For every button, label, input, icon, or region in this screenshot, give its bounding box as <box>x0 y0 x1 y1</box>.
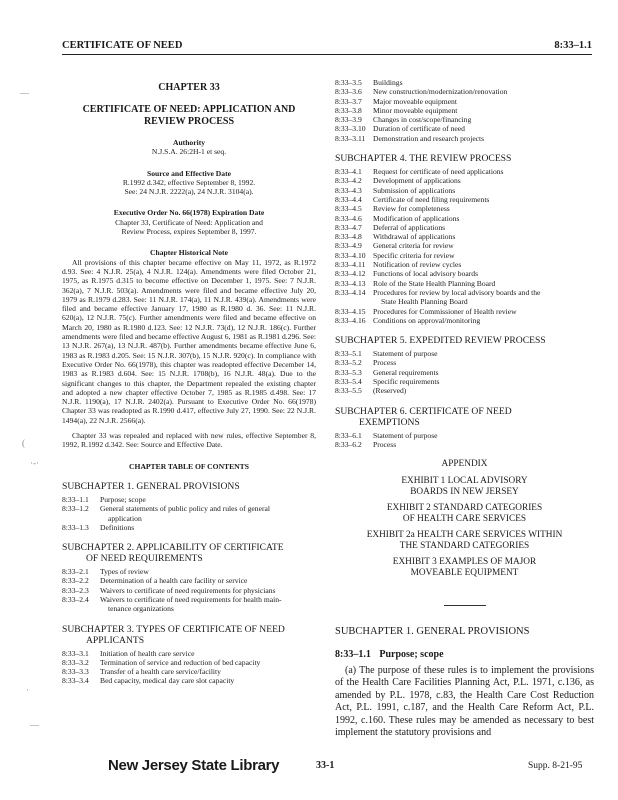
toc-entry-title <box>373 124 594 133</box>
toc-entry-number: 8:33–1.2 <box>62 504 89 514</box>
toc-entry-title-text: Development of applications <box>373 176 461 186</box>
toc-entry-number: 8:33–3.7 <box>335 96 362 106</box>
section-heading <box>335 650 594 659</box>
toc-entry-title <box>100 649 316 658</box>
toc-entry-title <box>373 106 594 115</box>
toc-entry-number: 8:33–5.2 <box>335 358 362 368</box>
toc-list <box>62 567 316 613</box>
toc-entry-number: 8:33–2.4 <box>62 594 89 604</box>
margin-mark: — <box>20 88 29 98</box>
header-section-number: 8:33–1.1 <box>554 40 592 51</box>
toc-entry <box>335 214 594 223</box>
toc-entry-title <box>373 269 594 278</box>
toc-entry-number: 8:33–4.4 <box>335 194 362 204</box>
toc-entry <box>335 251 594 260</box>
page-number: 33-1 <box>316 760 335 771</box>
toc-entry <box>335 386 594 395</box>
toc-entry-number: 8:33–4.3 <box>335 185 362 195</box>
toc-list <box>62 495 316 532</box>
toc-entry-title-text: Bed capacity, medical day care slot capacity <box>100 676 235 686</box>
toc-entry-number: 8:33–4.5 <box>335 204 362 214</box>
toc-entry-number: 8:33–4.2 <box>335 176 362 186</box>
toc-entry-number: 8:33–3.9 <box>335 115 362 125</box>
toc-entry-title <box>100 504 316 523</box>
toc-entry-title-text: Determination of a health care facility or service <box>100 576 248 586</box>
toc-entry-number: 8:33–4.16 <box>335 315 366 325</box>
toc-entry-title-text: Waivers to certificate of need requirements for physicians <box>100 585 276 595</box>
toc-subchapter-3: SUBCHAPTER 3. TYPES OF CERTIFICATE OF NEED APPLICANTS <box>62 623 285 646</box>
toc-entry <box>335 176 594 185</box>
toc-entry-number: 8:33–3.6 <box>335 87 362 97</box>
toc-entry <box>335 223 594 232</box>
history-note-repeal: Chapter 33 was repealed and replaced with new rules, effective September 8, 1992, R.1992 d.342. See: Source and Effective Date. <box>62 431 316 450</box>
toc-entry-number: 8:33–6.1 <box>335 430 362 440</box>
toc-entry-title <box>373 279 594 288</box>
toc-entry-number: 8:33–3.3 <box>62 667 89 677</box>
exec-order-heading: Executive Order No. 66(1978) Expiration Date <box>113 208 265 218</box>
toc-entry <box>335 279 594 288</box>
toc-entry-title <box>373 358 594 367</box>
exec-order-line: Review Process, expires September 8, 1997. <box>121 227 257 237</box>
toc-entry-number: 8:33–2.3 <box>62 585 89 595</box>
toc-entry-number: 8:33–3.11 <box>335 133 366 143</box>
toc-list <box>335 167 594 325</box>
toc-entry <box>335 288 594 307</box>
toc-entry-number: 8:33–4.14 <box>335 287 366 297</box>
toc-entry-title <box>100 595 316 614</box>
toc-entry-title <box>373 241 594 250</box>
toc-entry-number: 8:33–4.8 <box>335 232 362 242</box>
toc-entry-title-text: Statement of purpose <box>373 430 438 440</box>
toc-heading: CHAPTER TABLE OF CONTENTS <box>129 461 249 471</box>
toc-list <box>335 78 594 143</box>
toc-entry-title-text: Duration of certificate of need <box>373 124 465 134</box>
toc-entry-number: 8:33–3.5 <box>335 78 362 87</box>
toc-entry-title <box>100 567 316 576</box>
toc-entry-title <box>373 349 594 358</box>
toc-entry <box>62 576 316 585</box>
toc-entry-number: 8:33–4.10 <box>335 250 366 260</box>
exec-order-line: Chapter 33, Certificate of Need: Application and <box>115 217 263 227</box>
page-footer <box>0 757 618 781</box>
toc-entry-number: 8:33–6.2 <box>335 439 362 449</box>
toc-entry <box>335 106 594 115</box>
toc-entry-title-text: Termination of service and reduction of bed capacity <box>100 657 261 667</box>
toc-entry-title <box>100 586 316 595</box>
toc-subchapter-4: SUBCHAPTER 4. THE REVIEW PROCESS <box>335 153 512 165</box>
toc-subchapter-6: SUBCHAPTER 6. CERTIFICATE OF NEED EXEMPTIONS <box>335 405 512 428</box>
toc-list <box>335 349 594 395</box>
toc-entry-title-text: Buildings <box>373 78 403 87</box>
toc-entry-title-text: Functions of local advisory boards <box>373 269 479 279</box>
margin-mark: ·-· <box>30 458 39 468</box>
toc-entry-title <box>373 440 594 449</box>
toc-entry-title <box>373 386 594 395</box>
toc-entry-title-text: Transfer of a health care service/facility <box>100 667 221 677</box>
toc-entry-number: 8:33–2.2 <box>62 576 89 586</box>
source-line: See: 24 N.J.R. 2222(a), 24 N.J.R. 3104(a). <box>124 187 254 197</box>
toc-entry-title-text: Definitions <box>100 522 135 532</box>
toc-entry <box>62 676 316 685</box>
toc-entry <box>335 115 594 124</box>
chapter-title: CERTIFICATE OF NEED: APPLICATION AND REVIEW PROCESS <box>82 104 296 127</box>
toc-entry-number: 8:33–5.3 <box>335 367 362 377</box>
toc-subchapter-5: SUBCHAPTER 5. EXPEDITED REVIEW PROCESS <box>335 335 546 347</box>
toc-entry-number: 8:33–4.6 <box>335 213 362 223</box>
toc-entry-title <box>100 523 316 532</box>
toc-entry <box>335 316 594 325</box>
toc-entry-title-text: Demonstration and research projects <box>373 133 485 143</box>
toc-entry-title-text: Process <box>373 358 397 368</box>
toc-entry-title-text: Initiation of health care service <box>100 648 195 658</box>
library-stamp: New Jersey State Library <box>108 757 280 774</box>
toc-entry-number: 8:33–4.12 <box>335 269 366 279</box>
margin-mark: — <box>30 720 39 730</box>
toc-entry-title <box>100 658 316 667</box>
toc-entry-title <box>100 667 316 676</box>
toc-entry-number: 8:33–4.11 <box>335 260 366 270</box>
toc-entry <box>62 567 316 576</box>
toc-entry-title <box>373 195 594 204</box>
toc-entry-number: 8:33–4.13 <box>335 278 366 288</box>
toc-entry <box>62 658 316 667</box>
header-title: CERTIFICATE OF NEED <box>62 40 183 51</box>
toc-entry-number: 8:33–3.4 <box>62 676 89 686</box>
toc-entry-title <box>373 214 594 223</box>
toc-entry-title <box>373 251 594 260</box>
toc-entry <box>335 431 594 440</box>
right-column <box>335 78 594 740</box>
toc-entry-title <box>373 87 594 96</box>
toc-entry <box>335 358 594 367</box>
toc-entry <box>335 78 594 87</box>
toc-entry <box>335 195 594 204</box>
toc-entry-number: 8:33–4.9 <box>335 241 362 251</box>
toc-entry-title <box>373 288 594 307</box>
toc-entry-title-text: General statements of public policy and rules of general <box>100 504 270 514</box>
toc-entry <box>62 649 316 658</box>
toc-entry-title-text: Procedures for Commissioner of Health review <box>373 306 517 316</box>
toc-entry-title <box>100 495 316 504</box>
toc-entry <box>335 167 594 176</box>
toc-entry-title-text: Waivers to certificate of need requirements for health main- <box>100 594 282 604</box>
toc-entry-number: 8:33–1.1 <box>62 494 89 504</box>
toc-subchapter-2: SUBCHAPTER 2. APPLICABILITY OF CERTIFICATE OF NEED REQUIREMENTS <box>62 542 284 565</box>
toc-entry-title-text: Role of the State Health Planning Board <box>373 278 496 288</box>
running-header <box>62 40 592 55</box>
toc-entry-number: 8:33–4.1 <box>335 167 362 177</box>
toc-entry-title <box>373 134 594 143</box>
toc-entry-number: 8:33–3.1 <box>62 648 89 658</box>
exhibit-1: EXHIBIT 1 LOCAL ADVISORY BOARDS IN NEW JERSEY <box>401 476 528 498</box>
appendix-heading: APPENDIX <box>441 459 488 470</box>
exhibit-2: EXHIBIT 2 STANDARD CATEGORIES OF HEALTH CARE SERVICES <box>386 503 543 525</box>
toc-entry-number: 8:33–3.8 <box>335 105 362 115</box>
toc-entry-title-text: Specific criteria for review <box>373 250 455 260</box>
margin-mark: ( <box>22 438 25 448</box>
toc-entry-title <box>373 97 594 106</box>
toc-entry-title <box>373 377 594 386</box>
toc-entry-number: 8:33–4.7 <box>335 222 362 232</box>
toc-entry-number: 8:33–4.15 <box>335 306 366 316</box>
toc-entry-number: 8:33–2.1 <box>62 567 89 577</box>
section-paragraph: (a) The purpose of these rules is to implement the provisions of the Health Care Facilities Planning Act, P.L. 1971, c.136, as amended by P.L. 1978, c.83, the Health Care Cost Reduction Act, P.L. 1991, c.187, and the Health Care Reform Act, P.L. 1992, c.160. These rules may be amended as necessary to best implement the statutory provisions and <box>335 664 594 739</box>
toc-entry <box>335 269 594 278</box>
toc-entry-title <box>100 576 316 585</box>
toc-entry-title <box>373 368 594 377</box>
toc-entry-title-text: Changes in cost/scope/financing <box>373 115 472 125</box>
toc-entry-title-text: Procedures for review by local advisory boards and the <box>373 287 541 297</box>
toc-entry <box>335 124 594 133</box>
toc-entry-title-continued: State Health Planning Board <box>381 297 468 307</box>
source-heading: Source and Effective Date <box>146 168 231 178</box>
toc-entry <box>335 97 594 106</box>
authority-heading: Authority <box>172 138 206 147</box>
toc-entry-title <box>373 115 594 124</box>
toc-entry-title <box>373 316 594 325</box>
toc-entry-number: 8:33–1.3 <box>62 522 89 532</box>
toc-entry-title-text: Specific requirements <box>373 377 440 387</box>
toc-entry <box>335 349 594 358</box>
toc-entry-title <box>373 186 594 195</box>
history-note: All provisions of this chapter became effective on May 11, 1972, as R.1972 d.93. See: 4 N.J.R. 25(a), 4 N.J.R. 124(a). Amendments were filed October 21, 1975, as R.1975 d.315 to become effective on December 1, 1975. See: 7 N.J.R. 362(a), 7 N.J.R. 503(a). Amendments were filed and became effective July 20, 1979 as R.1979 d.283. See: 11 N.J.R. 174(a), 11 N.J.R. 439(a). Amendments were filed and became effective January 17, 1980 as R.1980 d. 36. See: 11 N.J.R. 620(a), 12 N.J.R. 75(c). Further amendments were filed and became effective on March 20, 1980 as R.1980 d.123. See: 12 N.J.R. 73(d), 12 N.J.R. 186(c). Further amendments were filed and became effective August 6, 1981 as R.1981 d.296. See: 13 N.J.R. 267(a), 13 N.J.R. 487(b). Further amendments became effective June 6, 1983 as R.1983 d.205. See: 15 N.J.R. 307(b), 15 N.J.R. 920(c). In compliance with Executive Order No. 66(1978), this chapter was readopted effective December 14, 1983 as R.1983 d.604. See: 15 N.J.R. 1708(b), 16 N.J.R. 48(a). Due to the significant changes to this chapter, the Department repealed the existing chapter and adopted a new chapter effective October 7, 1985 as R.1985 d.498. See: 17 N.J.R. 1190(a), 17 N.J.R. 2402(a). Pursuant to Executive Order No. 66(1978) Chapter 33 was readopted as R.1990 d.417, effective July 27, 1990. See: 22 N.J.R. 1494(a), 22 N.J.R. 2566(a). <box>62 257 316 425</box>
toc-entry-title-text: General criteria for review <box>373 241 454 251</box>
toc-entry <box>335 186 594 195</box>
toc-entry <box>62 667 316 676</box>
toc-entry-title-text: Major moveable equipment <box>373 96 457 106</box>
toc-entry-title-continued: tenance organizations <box>108 604 174 614</box>
toc-entry-title <box>373 78 594 87</box>
authority-text: N.J.S.A. 26:2H-1 et seq. <box>151 147 227 157</box>
toc-entry-title <box>373 176 594 185</box>
margin-mark: · <box>26 685 29 695</box>
toc-list <box>62 649 316 686</box>
history-heading: Chapter Historical Note <box>150 248 228 258</box>
toc-entry <box>62 504 316 523</box>
toc-entry <box>335 260 594 269</box>
toc-subchapter-1: SUBCHAPTER 1. GENERAL PROVISIONS <box>62 480 240 492</box>
toc-entry-title-text: Request for certificate of need applications <box>373 167 504 177</box>
source-line: R.1992 d.342, effective September 8, 1992. <box>122 177 256 187</box>
toc-entry-title <box>373 232 594 241</box>
toc-entry <box>62 523 316 532</box>
toc-entry-title <box>373 307 594 316</box>
toc-entry-title-text: Submission of applications <box>373 185 456 195</box>
toc-entry-title-text: Process <box>373 439 397 449</box>
toc-entry-title-text: Notification of review cycles <box>373 260 462 270</box>
exhibit-3: EXHIBIT 3 EXAMPLES OF MAJOR MOVEABLE EQUIPMENT <box>392 557 537 579</box>
toc-entry <box>335 377 594 386</box>
toc-entry-number: 8:33–3.2 <box>62 657 89 667</box>
toc-entry-title-text: New construction/modernization/renovation <box>373 87 508 97</box>
toc-entry <box>335 307 594 316</box>
toc-entry-number: 8:33–5.4 <box>335 377 362 387</box>
toc-entry-title <box>373 431 594 440</box>
toc-entry-title-text: (Reserved) <box>373 386 407 396</box>
section-number: 8:33–1.1 <box>335 649 371 661</box>
toc-entry-number: 8:33–5.1 <box>335 349 362 359</box>
toc-entry-title <box>373 204 594 213</box>
toc-entry-title-text: Deferral of applications <box>373 222 446 232</box>
toc-entry-title-text: Statement of purpose <box>373 349 438 359</box>
supplement-date: Supp. 8-21-95 <box>528 761 583 771</box>
toc-list <box>335 431 594 450</box>
toc-entry <box>335 134 594 143</box>
toc-entry-title <box>373 260 594 269</box>
section-title: Purpose; scope <box>379 649 444 661</box>
toc-entry-title-text: Types of review <box>100 567 149 577</box>
toc-entry <box>335 87 594 96</box>
toc-entry-title <box>373 167 594 176</box>
toc-entry-title-text: Withdrawal of applications <box>373 232 456 242</box>
toc-entry <box>335 440 594 449</box>
toc-entry-number: 8:33–3.10 <box>335 124 366 134</box>
toc-entry <box>62 586 316 595</box>
toc-entry <box>335 204 594 213</box>
toc-entry-title-text: General requirements <box>373 367 439 377</box>
section-divider <box>444 605 486 606</box>
toc-entry-title-text: Minor moveable equipment <box>373 105 458 115</box>
toc-entry-number: 8:33–5.5 <box>335 386 362 396</box>
toc-entry-title-text: Modification of applications <box>373 213 460 223</box>
toc-entry-title-text: Certificate of need filing requirements <box>373 194 490 204</box>
exhibit-2a: EXHIBIT 2a HEALTH CARE SERVICES WITHIN THE STANDARD CATEGORIES <box>366 530 563 552</box>
toc-entry <box>62 595 316 614</box>
toc-entry-title-text: Review for completeness <box>373 204 450 214</box>
toc-entry <box>335 232 594 241</box>
body-subchapter-heading: SUBCHAPTER 1. GENERAL PROVISIONS <box>335 626 530 638</box>
chapter-number: CHAPTER 33 <box>158 82 220 93</box>
toc-entry <box>335 241 594 250</box>
left-column <box>62 82 316 686</box>
toc-entry-title <box>373 223 594 232</box>
toc-entry-title-text: Purpose; scope <box>100 494 146 504</box>
toc-entry <box>335 368 594 377</box>
toc-entry-title <box>100 676 316 685</box>
toc-entry-title-text: Conditions on approval/monitoring <box>373 315 481 325</box>
toc-entry-title-continued: application <box>108 513 142 523</box>
toc-entry <box>62 495 316 504</box>
